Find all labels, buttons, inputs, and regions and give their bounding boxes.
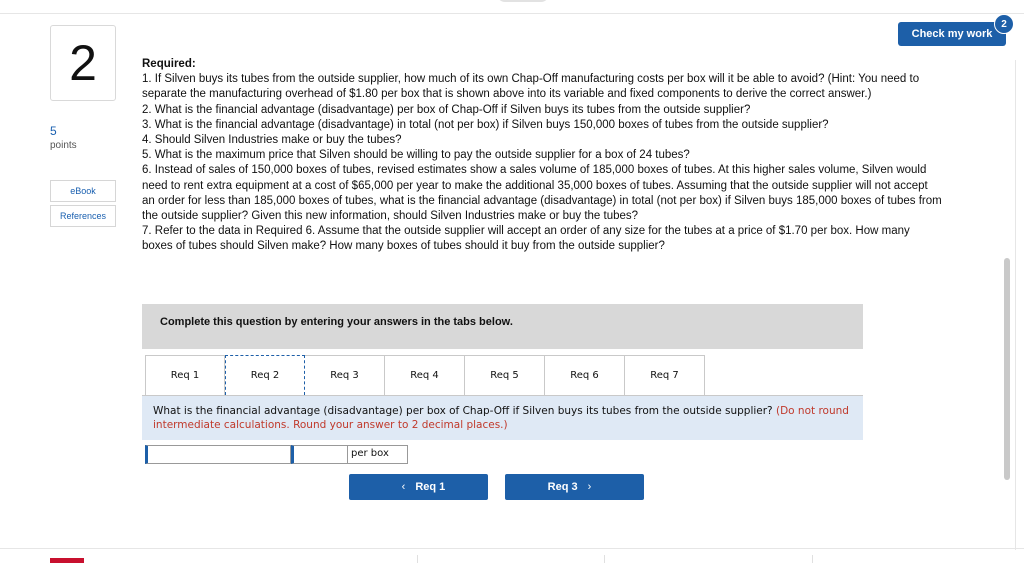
chevron-left-icon: ‹ [401, 481, 406, 493]
required-title: Required: [142, 58, 196, 70]
req-tabs [145, 355, 705, 395]
points-value: 5 [50, 124, 57, 138]
panel-note: (Do not round intermediate calculations. Round your answer to 2 decimal places.) [153, 405, 849, 431]
footer-tick [417, 555, 418, 563]
answer-label-input[interactable] [145, 445, 291, 464]
required-item-4: 4. Should Silven Industries make or buy the tubes? [142, 134, 402, 147]
footer-tick [604, 555, 605, 563]
ebook-button[interactable]: eBook [50, 180, 116, 202]
answer-value-input[interactable] [291, 445, 348, 464]
tab-req-2[interactable]: Req 2 [225, 355, 305, 395]
next-req-button[interactable] [505, 474, 644, 500]
chevron-right-icon: › [587, 481, 592, 493]
required-item-7: 7. Refer to the data in Required 6. Assume that the outside supplier will accept an order of any size for the tubes at a price of $1.70 per box. How many boxes of tubes should Silven make? How many boxes of tubes should it buy from the outside supplier? [142, 225, 910, 253]
references-button[interactable]: References [50, 205, 116, 227]
tab-req-3[interactable]: Req 3 [305, 355, 385, 395]
tab-req-7[interactable]: Req 7 [625, 355, 705, 395]
prev-req-button[interactable] [349, 474, 488, 500]
required-item-3: 3. What is the financial advantage (disadvantage) in total (not per box) if Silven buys 150,000 boxes of tubes from the outside supplier? [142, 118, 829, 131]
tab-req-6[interactable]: Req 6 [545, 355, 625, 395]
panel-question: What is the financial advantage (disadvantage) per box of Chap-Off if Silven buys its tubes from the outside supplier? [153, 405, 773, 417]
points-label: points [50, 140, 77, 151]
answer-unit: per box [348, 445, 408, 464]
top-divider [0, 13, 1024, 14]
footer-tick [812, 555, 813, 563]
question-panel [142, 396, 863, 440]
required-item-6: 6. Instead of sales of 150,000 boxes of tubes, revised estimates show a sales volume of 185,000 boxes of tubes. At this higher sales volume, Silven would need to rent extra equipment at a cost of $65,000 per year to make the additional 35,000 boxes of tubes. Assuming that the outside supplier will not accept an order for less than 185,000 boxes of tubes, what is the financial advantage (disadvantage) in total (not per box) if Silven buys 185,000 boxes of tubes from the outside supplier? Given this new information, should Silven Industries make or buy the tubes? [142, 164, 942, 223]
check-count-badge: 2 [994, 14, 1014, 34]
answer-row [145, 445, 408, 464]
tab-req-4[interactable]: Req 4 [385, 355, 465, 395]
prev-req-label: Req 1 [415, 481, 446, 493]
required-item-2: 2. What is the financial advantage (disadvantage) per box of Chap-Off if Silven buys its tubes from the outside supplier? [142, 103, 751, 116]
brand-logo [50, 558, 84, 563]
next-req-label: Req 3 [547, 481, 578, 493]
required-item-5: 5. What is the maximum price that Silven should be willing to pay the outside supplier for a box of 24 tubes? [142, 149, 690, 162]
tab-req-1[interactable]: Req 1 [145, 355, 225, 395]
required-item-1: 1. If Silven buys its tubes from the outside supplier, how much of its own Chap-Off manufacturing costs per box will it be able to avoid? (Hint: You need to separate the manufacturing overhead of $1.80 per box that is shown above into its variable and fixed components to derive the correct answer.) [142, 73, 920, 101]
right-divider [1015, 60, 1016, 550]
bottom-divider [0, 548, 1024, 549]
question-number: 2 [50, 25, 116, 101]
required-section [142, 57, 942, 255]
instruction-banner: Complete this question by entering your answers in the tabs below. [142, 304, 863, 349]
check-my-work-button[interactable]: Check my work [898, 22, 1006, 46]
scrollbar[interactable] [1004, 258, 1010, 480]
top-drag-handle[interactable] [497, 0, 549, 2]
tab-req-5[interactable]: Req 5 [465, 355, 545, 395]
